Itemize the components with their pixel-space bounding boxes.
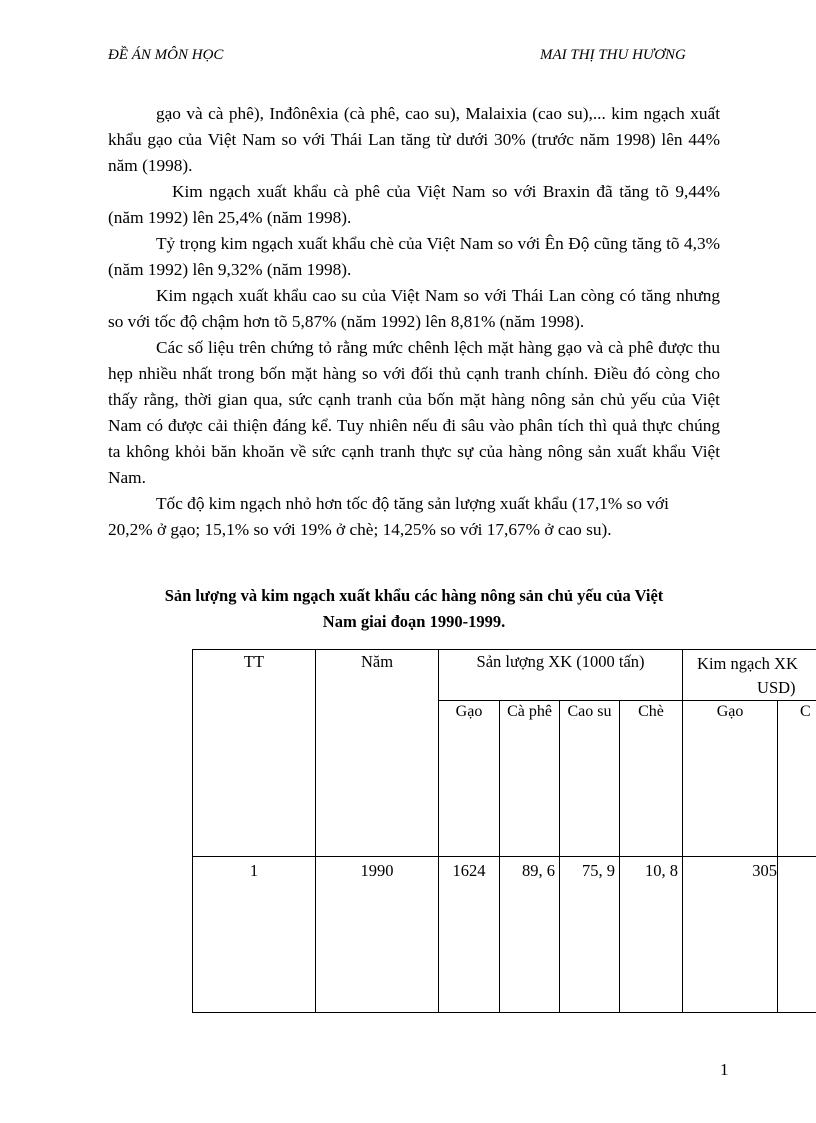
cell-volume-tea: 10, 8 — [620, 857, 683, 1013]
subheader-volume-rubber: Cao su — [560, 701, 620, 857]
body-text — [108, 101, 720, 543]
cell-volume-coffee: 89, 6 — [500, 857, 560, 1013]
cell-volume-rice: 1624 — [439, 857, 500, 1013]
header-value-group — [683, 650, 816, 701]
table-title-line-1: Sản lượng và kim ngạch xuất khẩu các hàng nông sản chủ yếu của Việt — [164, 586, 664, 605]
header-tt: TT — [193, 650, 316, 857]
header-value-line-2: USD) — [757, 678, 796, 697]
paragraph-1: gạo và cà phê), Inđônêxia (cà phê, cao su), Malaixia (cao su),... kim ngạch xuất khẩu gạo của Việt Nam so với Thái Lan tăng từ dưới 30% (trước năm 1998) lên 44% năm (1998). — [108, 104, 720, 175]
cell-value-rice: 305 — [683, 857, 778, 1013]
cell-volume-rubber: 75, 9 — [560, 857, 620, 1013]
paragraph-3: Tỷ trọng kim ngạch xuất khẩu chè của Việt Nam so với Ên Độ cũng tăng tõ 4,3% (năm 1992) lên 9,32% (năm 1998). — [108, 234, 720, 279]
subheader-volume-rice: Gạo — [439, 701, 500, 857]
paragraph-7: 20,2% ở gạo; 15,1% so với 19% ở chè; 14,25% so với 17,67% ở cao su). — [108, 520, 612, 539]
paragraph-4: Kim ngạch xuất khẩu cao su của Việt Nam so với Thái Lan còng có tăng nhưng so với tốc độ chậm hơn tõ 5,87% (năm 1992) lên 8,81% (năm 1998). — [108, 286, 720, 331]
cell-tt: 1 — [193, 857, 316, 1013]
paragraph-5: Các số liệu trên chứng tỏ rằng mức chênh lệch mặt hàng gạo và cà phê được thu hẹp nhiều nhất trong bốn mặt hàng so với đối thủ cạnh tranh chính. Điều đó còng cho thấy rằng, thời gian qua, sức cạnh tranh của bốn mặt hàng nông sản chủ yếu của Việt Nam có được cải thiện đáng kể. Tuy nhiên nếu đi sâu vào phân tích thì quả thực chúng ta không khỏi băn khoăn về sức cạnh tranh thực sự của hàng nông sản xuất khẩu Việt Nam. — [108, 338, 720, 487]
header-left-title: ĐỀ ÁN MÔN HỌC — [108, 47, 224, 63]
paragraph-6: Tốc độ kim ngạch nhỏ hơn tốc độ tăng sản lượng xuất khẩu (17,1% so với — [156, 494, 669, 513]
cell-year: 1990 — [316, 857, 439, 1013]
table-title-line-2: Nam giai đoạn 1990-1999. — [322, 612, 506, 631]
subheader-volume-tea: Chè — [620, 701, 683, 857]
page-number: 1 — [720, 1060, 729, 1079]
header-value-line-1: Kim ngạch XK — [697, 654, 798, 673]
paragraph-2: Kim ngạch xuất khẩu cà phê của Việt Nam so với Braxin đã tăng tõ 9,44% (năm 1992) lên 25,4% (năm 1998). — [108, 182, 720, 227]
table-title — [108, 583, 720, 635]
export-table — [192, 649, 816, 1013]
header-year: Năm — [316, 650, 439, 857]
subheader-value-rice: Gạo — [683, 701, 778, 857]
cell-value-coffee — [778, 857, 816, 1013]
header-volume-group: Sản lượng XK (1000 tấn) — [439, 650, 683, 701]
table-container — [192, 649, 816, 1014]
table-row — [193, 857, 816, 1013]
subheader-volume-coffee: Cà phê — [500, 701, 560, 857]
header-right-author: MAI THỊ THU HƯƠNG — [540, 47, 686, 63]
subheader-value-coffee: C — [778, 701, 816, 857]
